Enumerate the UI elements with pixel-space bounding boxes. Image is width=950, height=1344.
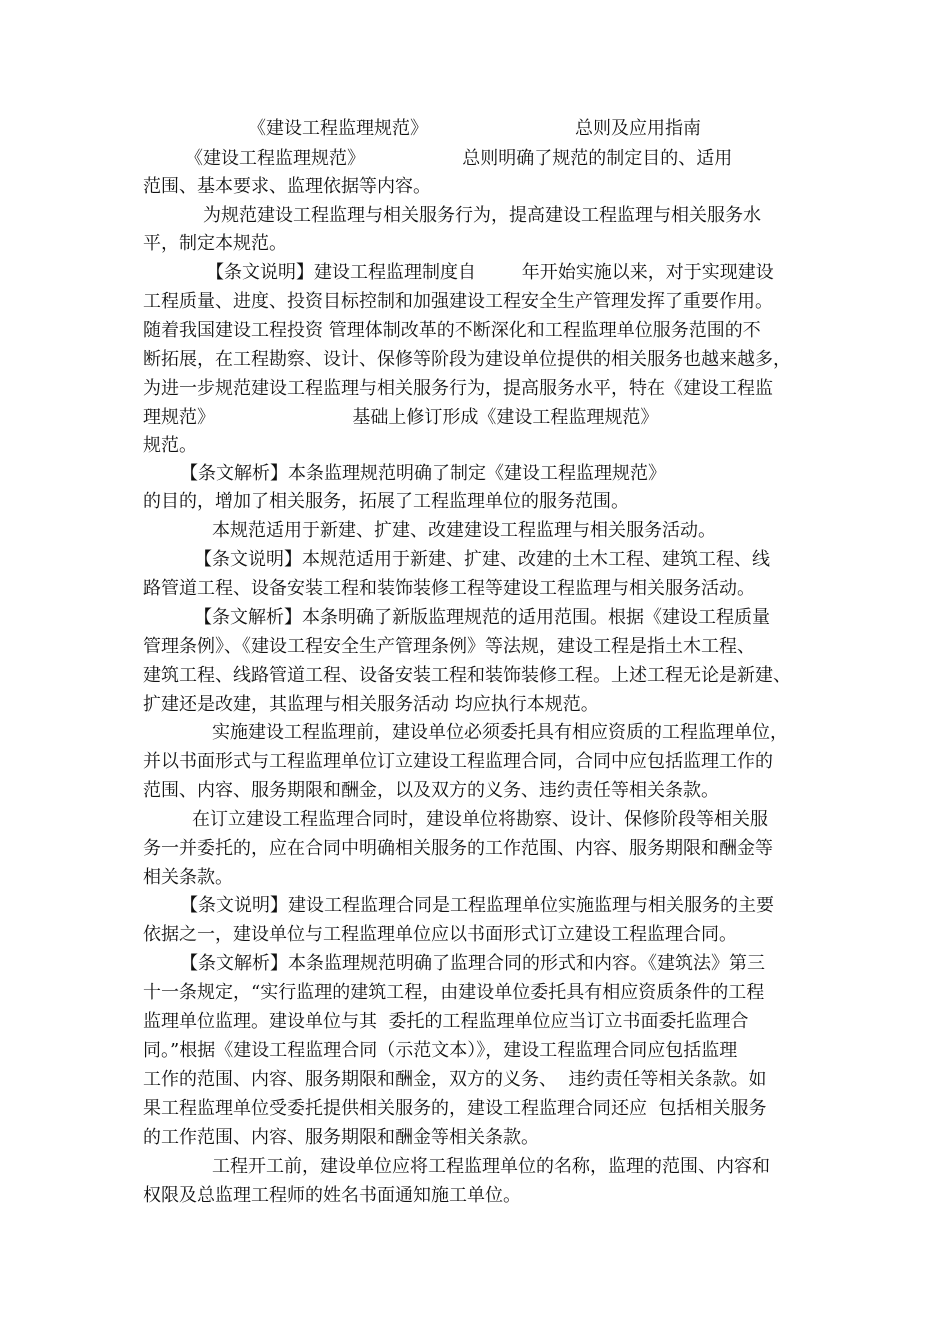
paragraph-line: 建筑工程、线路管道工程、设备安装工程和装饰装修工程。上述工程无论是新建、: [143, 665, 791, 686]
paragraph-line: 在订立建设工程监理合同时，建设单位将勘察、设计、保修阶段等相关服: [192, 809, 768, 830]
paragraph-line: 【条文说明】建设工程监理制度自 年开始实施以来，对于实现建设: [206, 262, 774, 283]
paragraph-line: 【条文解析】本条明确了新版监理规范的适用范围。根据《建设工程质量: [194, 607, 770, 628]
paragraph-line: 范围、内容、服务期限和酬金，以及双方的义务、违约责任等相关条款。: [143, 780, 719, 801]
document-subtitle: 总则及应用指南: [575, 118, 701, 139]
paragraph-line: 断拓展，在工程勘察、设计、保修等阶段为建设单位提供的相关服务也越来越多，: [143, 349, 791, 370]
paragraph-line: 【条文解析】本条监理规范明确了制定《建设工程监理规范》: [180, 463, 666, 484]
paragraph-line: 工程开工前，建设单位应将工程监理单位的名称，监理的范围、内容和: [212, 1156, 770, 1177]
paragraph-line: 同。”根据《建设工程监理合同（示范文本）》，建设工程监理合同应包括监理: [143, 1040, 738, 1061]
paragraph-line: 【条文说明】本规范适用于新建、扩建、改建的土木工程、建筑工程、线: [194, 549, 770, 570]
paragraph-line: 《建设工程监理规范》 总则明确了规范的制定目的、适用: [185, 148, 733, 169]
paragraph-line: 理规范》 基础上修订形成《建设工程监理规范》: [143, 407, 659, 428]
paragraph-line: 务一并委托的，应在合同中明确相关服务的工作范围、内容、服务期限和酬金等: [143, 838, 773, 859]
paragraph-line: 为规范建设工程监理与相关服务行为，提高建设工程监理与相关服务水: [203, 205, 761, 226]
paragraph-line: 管理条例》、《建设工程安全生产管理条例》等法规，建设工程是指土木工程、: [143, 636, 755, 657]
paragraph-line: 范围、基本要求、监理依据等内容。: [143, 176, 431, 197]
paragraph-line: 工程质量、进度、投资目标控制和加强建设工程安全生产管理发挥了重要作用。: [143, 291, 773, 312]
paragraph-line: 相关条款。: [143, 867, 233, 888]
paragraph-line: 权限及总监理工程师的姓名书面通知施工单位。: [143, 1185, 521, 1206]
paragraph-line: 为进一步规范建设工程监理与相关服务行为，提高服务水平，特在《建设工程监: [143, 378, 773, 399]
paragraph-line: 平，制定本规范。: [143, 233, 287, 254]
paragraph-line: 本规范适用于新建、扩建、改建建设工程监理与相关服务活动。: [212, 520, 716, 541]
paragraph-line: 实施建设工程监理前，建设单位必须委托具有相应资质的工程监理单位，: [212, 722, 788, 743]
paragraph-line: 的目的，增加了相关服务，拓展了工程监理单位的服务范围。: [143, 491, 629, 512]
paragraph-line: 监理单位监理。建设单位与其 委托的工程监理单位应当订立书面委托监理合: [143, 1011, 749, 1032]
paragraph-line: 十一条规定，“实行监理的建筑工程，由建设单位委托具有相应资质条件的工程: [143, 982, 765, 1003]
paragraph-line: 扩建还是改建，其监理与相关服务活动 均应执行本规范。: [143, 694, 599, 715]
paragraph-line: 依据之一，建设单位与工程监理单位应以书面形式订立建设工程监理合同。: [143, 924, 737, 945]
paragraph-line: 【条文解析】本条监理规范明确了监理合同的形式和内容。《建筑法》第三: [180, 953, 765, 974]
paragraph-line: 【条文说明】建设工程监理合同是工程监理单位实施监理与相关服务的主要: [180, 895, 774, 916]
paragraph-line: 规范。: [143, 435, 197, 456]
paragraph-line: 随着我国建设工程投资 管理体制改革的不断深化和工程监理单位服务范围的不: [143, 320, 761, 341]
paragraph-line: 果工程监理单位受委托提供相关服务的，建设工程监理合同还应 包括相关服务: [143, 1098, 767, 1119]
paragraph-line: 工作的范围、内容、服务期限和酬金，双方的义务、 违约责任等相关条款。如: [143, 1069, 767, 1090]
paragraph-line: 并以书面形式与工程监理单位订立建设工程监理合同，合同中应包括监理工作的: [143, 751, 773, 772]
paragraph-line: 的工作范围、内容、服务期限和酬金等相关条款。: [143, 1127, 539, 1148]
document-title: 《建设工程监理规范》: [248, 118, 428, 139]
paragraph-line: 路管道工程、设备安装工程和装饰装修工程等建设工程监理与相关服务活动。: [143, 578, 755, 599]
